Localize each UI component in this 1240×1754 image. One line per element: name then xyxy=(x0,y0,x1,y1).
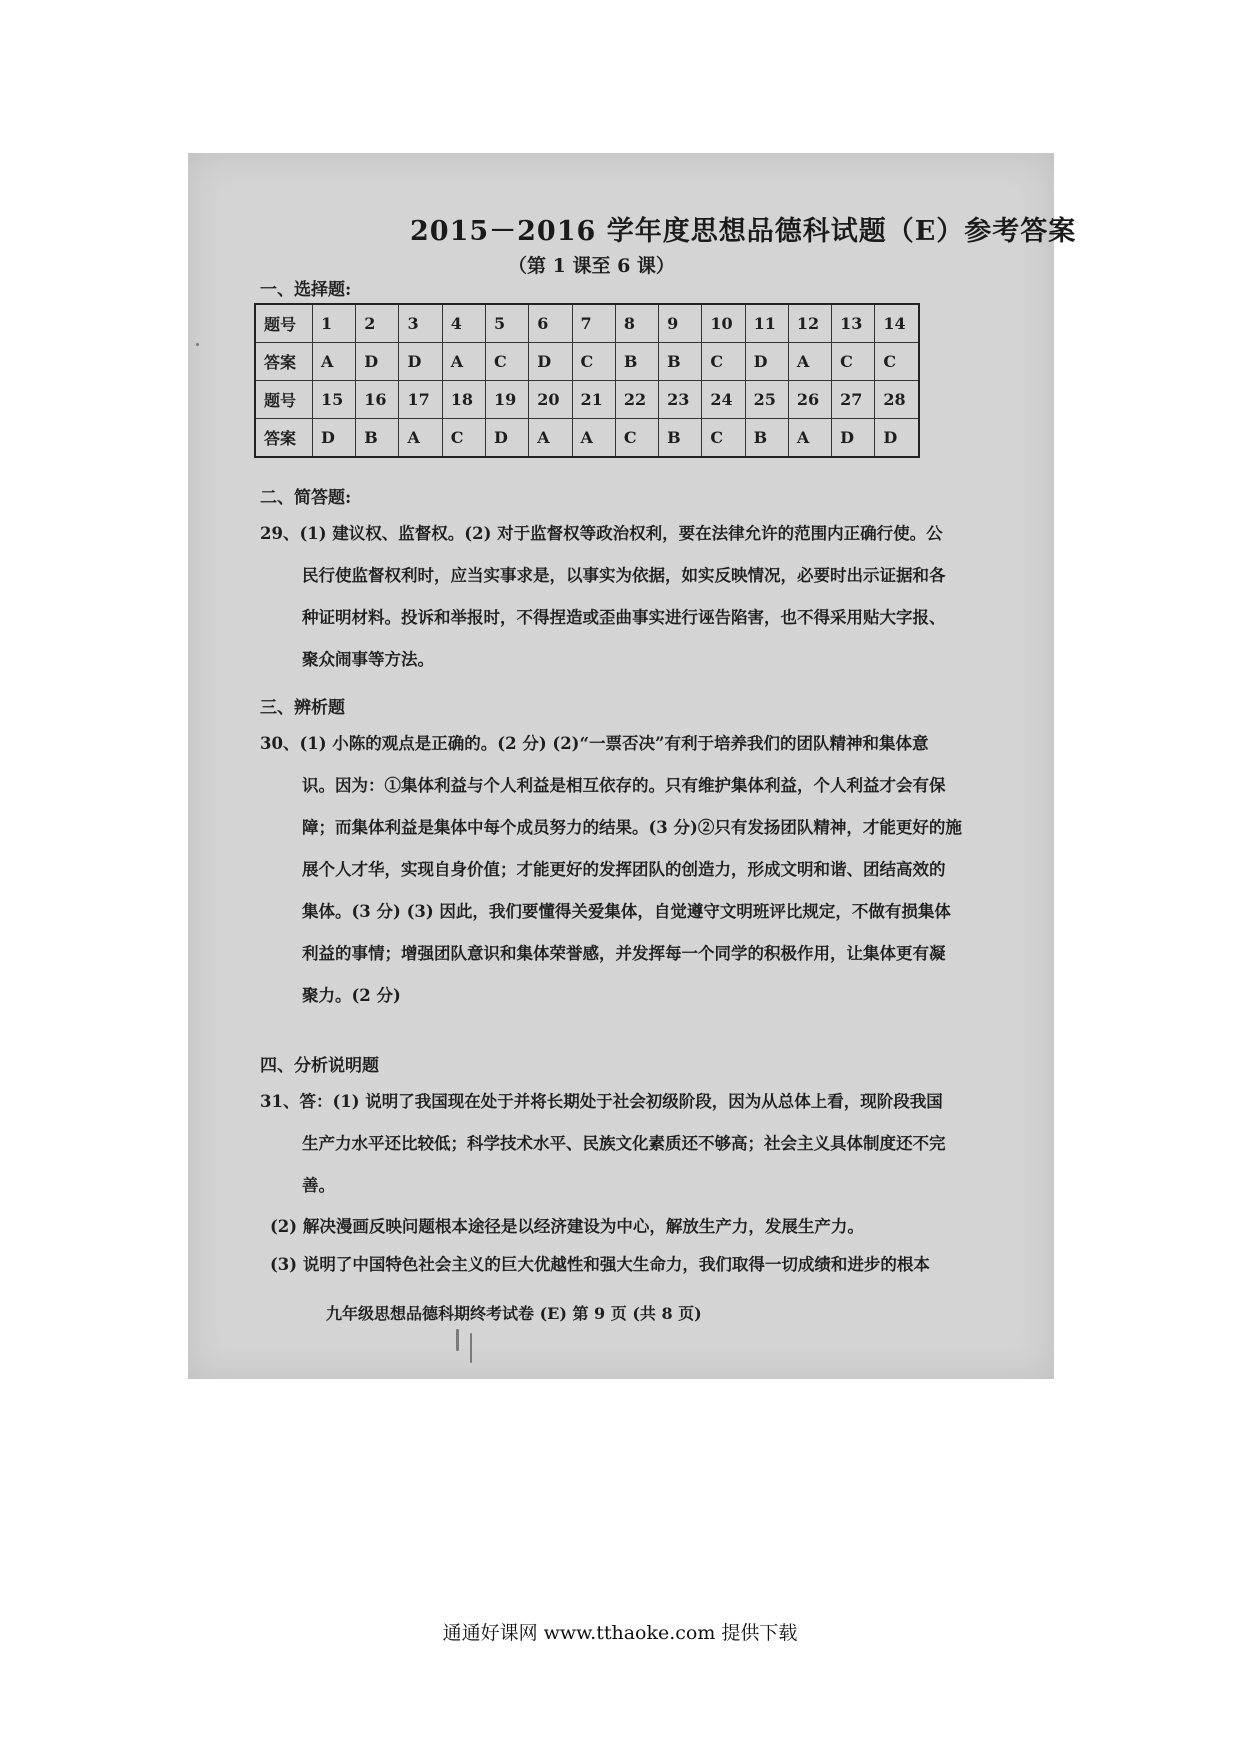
answer-table-cell: B xyxy=(659,343,702,381)
answer-table-cell: 17 xyxy=(399,381,442,419)
answer-table-cell: A xyxy=(529,419,572,458)
answer-table-cell: 23 xyxy=(659,381,702,419)
answer-table-cell: 4 xyxy=(442,304,485,343)
answer-table-cell: 22 xyxy=(615,381,658,419)
answer-table-row xyxy=(255,419,919,458)
scan-mark xyxy=(196,343,199,346)
answer-table-cell: B xyxy=(659,419,702,458)
answer-table-cell: 26 xyxy=(788,381,831,419)
answer-29-line: 种证明材料。投诉和举报时，不得捏造或歪曲事实进行诬告陷害，也不得采用贴大字报、 xyxy=(302,608,946,627)
answer-table-cell: 28 xyxy=(875,381,919,419)
answer-30-line: 30、(1) 小陈的观点是正确的。(2 分) (2)“一票否决”有利于培养我们的团队精神和集体意 xyxy=(260,734,929,753)
answer-table-cell: C xyxy=(442,419,485,458)
scanned-page xyxy=(188,153,1077,1379)
answer-table-cell: 12 xyxy=(788,304,831,343)
answer-table-cell: 5 xyxy=(486,304,529,343)
answer-table-cell: A xyxy=(442,343,485,381)
answer-table-row xyxy=(255,381,919,419)
answer-30-line: 展个人才华，实现自身价值；才能更好的发挥团队的创造力，形成文明和谐、团结高效的 xyxy=(302,860,946,879)
answer-table-header-cell: 答案 xyxy=(255,343,312,381)
answer-table-cell: C xyxy=(702,343,745,381)
answer-30-line: 利益的事情；增强团队意识和集体荣誉感，并发挥每一个同学的积极作用，让集体更有凝 xyxy=(302,944,946,963)
scan-mark xyxy=(456,1329,459,1351)
answer-table-cell: A xyxy=(312,343,355,381)
answer-31-line: 善。 xyxy=(302,1176,335,1195)
answer-table-cell: C xyxy=(832,343,875,381)
answer-table-cell: B xyxy=(615,343,658,381)
answer-table-cell: 1 xyxy=(312,304,355,343)
answer-29-line: 聚众闹事等方法。 xyxy=(302,650,434,669)
answer-table-cell: 19 xyxy=(486,381,529,419)
answer-table-cell: 24 xyxy=(702,381,745,419)
answer-table-cell: D xyxy=(399,343,442,381)
document-subtitle: （第 1 课至 6 课） xyxy=(508,255,675,277)
answer-table-cell: 3 xyxy=(399,304,442,343)
answer-30-line: 聚力。(2 分) xyxy=(302,986,401,1005)
answer-table-cell: C xyxy=(572,343,615,381)
answer-table-cell: D xyxy=(356,343,399,381)
answer-30-line: 集体。(3 分) (3) 因此，我们要懂得关爱集体，自觉遵守文明班评比规定，不做有损集体 xyxy=(302,902,951,921)
section-4-heading: 四、分析说明题 xyxy=(260,1056,379,1076)
scan-mark xyxy=(470,1333,472,1363)
answer-table-cell: D xyxy=(832,419,875,458)
answer-29-line: 29、(1) 建议权、监督权。(2) 对于监督权等政治权利，要在法律允许的范围内正确行使。公 xyxy=(260,524,943,543)
answer-table-cell: 18 xyxy=(442,381,485,419)
answer-table-cell: 8 xyxy=(615,304,658,343)
download-credit: 通通好课网 www.tthaoke.com 提供下载 xyxy=(442,1622,798,1644)
answer-table-row xyxy=(255,304,919,343)
answer-table-cell: D xyxy=(875,419,919,458)
answer-table-cell: 13 xyxy=(832,304,875,343)
answer-table-cell: 25 xyxy=(745,381,788,419)
section-1-heading: 一、选择题: xyxy=(260,280,352,300)
answer-table xyxy=(254,303,920,458)
answer-table-cell: C xyxy=(702,419,745,458)
answer-table-cell: B xyxy=(356,419,399,458)
answer-30-line: 识。因为：①集体利益与个人利益是相互依存的。只有维护集体利益，个人利益才会有保 xyxy=(302,776,946,795)
answer-table-cell: 9 xyxy=(659,304,702,343)
document-title: 2015－2016 学年度思想品德科试题（E）参考答案 xyxy=(410,216,1077,247)
answer-table-cell: 15 xyxy=(312,381,355,419)
answer-table-cell: A xyxy=(572,419,615,458)
answer-table-cell: D xyxy=(745,343,788,381)
section-2-heading: 二、简答题: xyxy=(260,488,352,508)
answer-31 xyxy=(260,1081,960,1207)
answer-table-cell: 21 xyxy=(572,381,615,419)
answer-table-cell: 6 xyxy=(529,304,572,343)
answer-30-line: 障；而集体利益是集体中每个成员努力的结果。(3 分)②只有发扬团队精神，才能更好的施 xyxy=(302,818,962,837)
answer-table-cell: C xyxy=(875,343,919,381)
answer-table-cell: A xyxy=(788,419,831,458)
answer-29 xyxy=(260,513,960,681)
answer-table-cell: D xyxy=(312,419,355,458)
answer-31-part-2: (2) 解决漫画反映问题根本途径是以经济建设为中心，解放生产力，发展生产力。 xyxy=(270,1217,864,1236)
answer-table-cell: D xyxy=(486,419,529,458)
answer-table-cell: A xyxy=(788,343,831,381)
answer-table-cell: 10 xyxy=(702,304,745,343)
answer-table-cell: 16 xyxy=(356,381,399,419)
page-footer: 九年级思想品德科期终考试卷 (E) 第 9 页 (共 8 页) xyxy=(326,1304,702,1323)
answer-table-cell: 20 xyxy=(529,381,572,419)
answer-table-cell: 14 xyxy=(875,304,919,343)
section-3-heading: 三、辨析题 xyxy=(260,698,345,718)
answer-table-cell: 27 xyxy=(832,381,875,419)
answer-table-row xyxy=(255,343,919,381)
answer-29-line: 民行使监督权利时，应当实事求是，以事实为依据，如实反映情况，必要时出示证据和各 xyxy=(302,566,946,585)
answer-31-line: 生产力水平还比较低；科学技术水平、民族文化素质还不够高；社会主义具体制度还不完 xyxy=(302,1134,946,1153)
answer-table-cell: C xyxy=(486,343,529,381)
answer-31-line: 31、答：(1) 说明了我国现在处于并将长期处于社会初级阶段，因为从总体上看，现阶段我国 xyxy=(260,1092,943,1111)
answer-table-cell: 11 xyxy=(745,304,788,343)
answer-30 xyxy=(260,723,960,1017)
answer-table-cell: B xyxy=(745,419,788,458)
answer-table-cell: A xyxy=(399,419,442,458)
answer-table-cell: D xyxy=(529,343,572,381)
answer-table-header-cell: 题号 xyxy=(255,304,312,343)
answer-31-part-3: (3) 说明了中国特色社会主义的巨大优越性和强大生命力，我们取得一切成绩和进步的根本 xyxy=(270,1255,930,1274)
answer-table-cell: 7 xyxy=(572,304,615,343)
answer-table-cell: 2 xyxy=(356,304,399,343)
answer-table-cell: C xyxy=(615,419,658,458)
answer-table-header-cell: 题号 xyxy=(255,381,312,419)
answer-table-header-cell: 答案 xyxy=(255,419,312,458)
